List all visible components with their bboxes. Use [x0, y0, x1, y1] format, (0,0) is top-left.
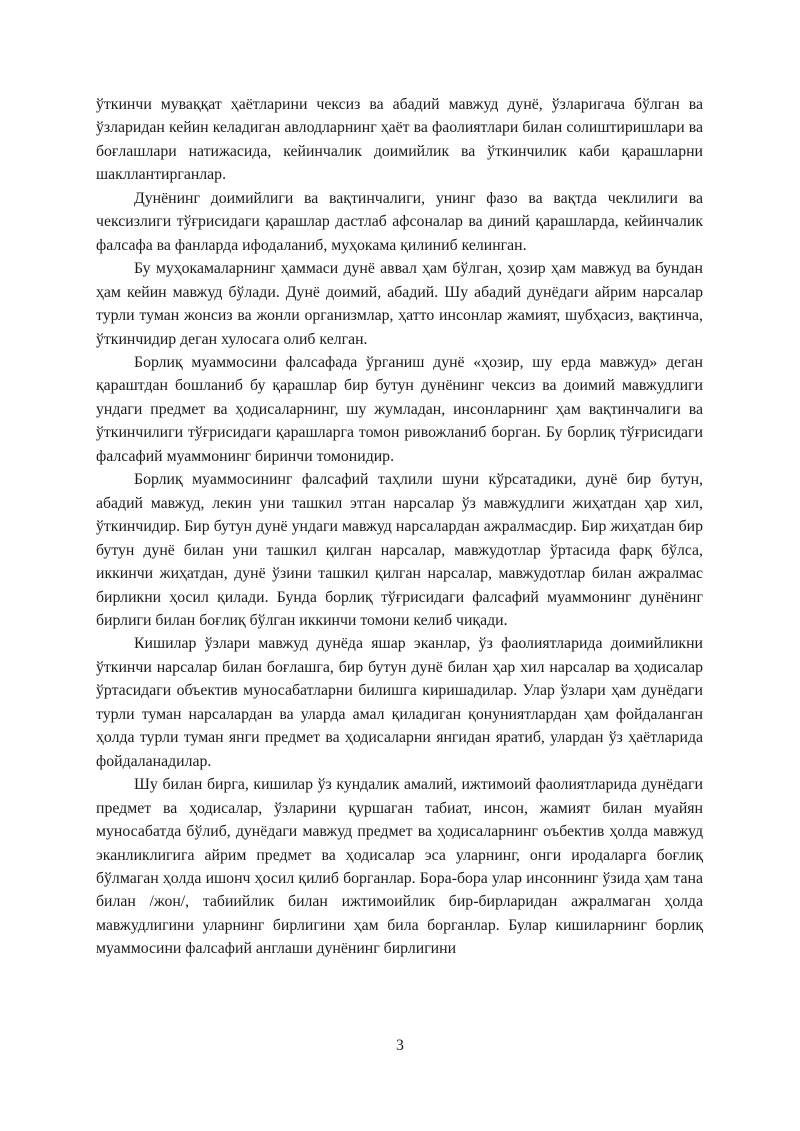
paragraph: Борлиқ муаммосининг фалсафий таҳлили шуни кўрсатадики, дунё бир бутун, абадий мавжуд, лекин уни ташкил этган нарсалар ўз мавжудлиги жиҳатдан ҳар хил, ўткинчидир. Бир бутун дунё ундаги мавжуд нарсалардан ажралмасдир. Бир жиҳатдан бир бутун дунё билан уни ташкил қилган нарсалар, мавжудотлар ўртасида фарқ бўлса, иккинчи жиҳатдан, дунё ўзини ташкил қилган нарсалар, мавжудотлар билан ажралмас бирликни ҳосил қилади. Бунда борлиқ тўғрисидаги фалсафий муаммонинг дунёнинг бирлиги билан боғлиқ бўлган иккинчи томони келиб чиқади.: [96, 471, 703, 629]
paragraph: Дунёнинг доимийлиги ва вақтинчалиги, унинг фазо ва вақтда чеклилиги ва чексизлиги тўғрисидаги қарашлар дастлаб афсоналар ва диний қарашларда, кейинчалик фалсафа ва фанларда ифодаланиб, муҳокама қилиниб келинган.: [96, 189, 703, 254]
page-number: 3: [396, 1037, 404, 1054]
paragraph-continued: ўткинчи муваққат ҳаётларини чексиз ва абадий мавжуд дунё, ўзларигача бўлган ва ўзларидан кейин келадиган авлодларнинг ҳаёт ва фаолиятлари билан солиштиришлари ва боғлашлари натижасида, кейинчалик доимийлик ва ўткинчилик каби қарашларни шакллантирганлар.: [96, 96, 703, 184]
paragraph: Борлиқ муаммосини фалсафада ўрганиш дунё «ҳозир, шу ерда мавжуд» деган қараштдан бошланиб бу қарашлар бир бутун дунёнинг чексиз ва доимий мавжудлиги ундаги предмет ва ҳодисаларнинг, шу жумладан, инсонларнинг ҳам вақтинчалиги ва ўткинчилиги тўғрисидаги қарашларга томон ривожланиб борган. Бу борлиқ тўғрисидаги фалсафий муаммонинг биринчи томонидир.: [96, 353, 703, 465]
paragraph: Кишилар ўзлари мавжуд дунёда яшар эканлар, ўз фаолиятларида доимийликни ўткинчи нарсалар билан боғлашга, бир бутун дунё билан ҳар хил нарсалар ва ҳодисалар ўртасидаги объектив муносабатларни билишга киришадилар. Улар ўзлари ҳам дунёдаги турли туман нарсалардан ва уларда амал қиладиган қонуниятлардан ҳам фойдаланган ҳолда турли туман янги предмет ва ҳодисаларни янгидан яратиб, улардан ўз ҳаётларида фойдаланадилар.: [96, 635, 703, 770]
paragraph: Шу билан бирга, кишилар ўз кундалик амалий, ижтимоий фаолиятларида дунёдаги предмет ва ҳодисалар, ўзларини қуршаган табиат, инсон, жамият билан муайян муносабатда бўлиб, дунёдаги мавжуд предмет ва ҳодисаларнинг оъбектив ҳолда мавжуд эканликлигига айрим предмет ва ҳодисалар эса уларнинг, онги иродаларга боғлиқ бўлмаган ҳолда ишонч ҳосил қилиб борганлар. Бора-бора улар инсоннинг ўзида ҳам тана билан /жон/, табиийлик билан ижтимоийлик бир-бирларидан ажралмаган ҳолда мавжудлигини уларнинг бирлигини ҳам била борганлар. Булар кишиларнинг борлиқ муаммосини фалсафий англаши дунёнинг бирлигини: [96, 776, 703, 958]
paragraph: Бу муҳокамаларнинг ҳаммаси дунё аввал ҳам бўлган, ҳозир ҳам мавжуд ва бундан ҳам кейин мавжуд бўлади. Дунё доимий, абадий. Шу абадий дунёдаги айрим нарсалар турли туман жонсиз ва жонли организмлар, ҳатто инсонлар жамият, шубҳасиз, вақтинча, ўткинчидир деган хулосага олиб келган.: [96, 260, 703, 348]
page-body: [96, 93, 703, 961]
